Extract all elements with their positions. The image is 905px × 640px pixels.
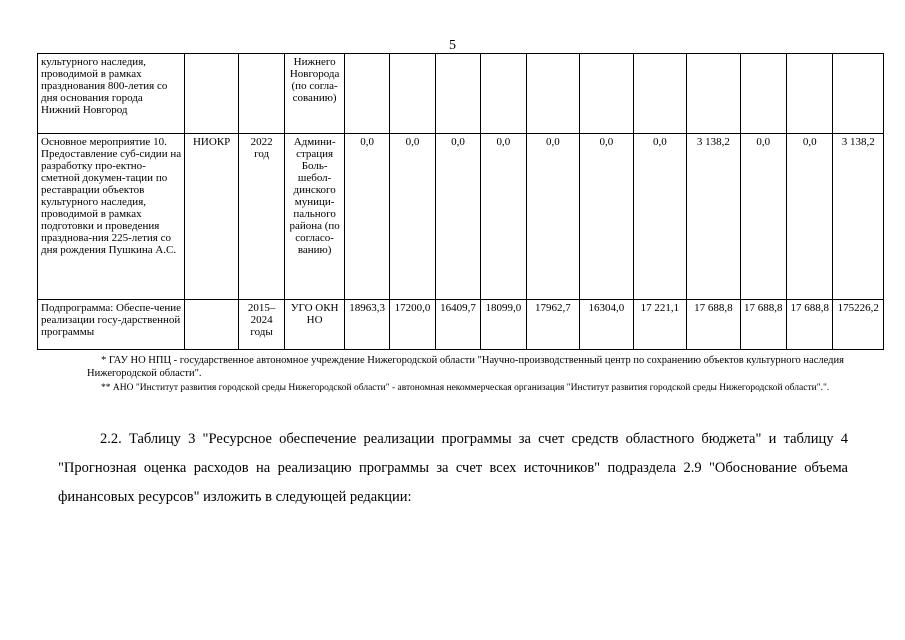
cell-period <box>238 54 284 134</box>
cell-value: 0,0 <box>481 134 526 300</box>
cell-value: 0,0 <box>526 134 580 300</box>
cell-executor: Нижнего Новгорода (по согла-сованию) <box>285 54 345 134</box>
table-row <box>38 300 884 350</box>
cell-value: 3 138,2 <box>687 134 741 300</box>
body-paragraph: 2.2. Таблицу 3 "Ресурсное обеспечение реализации программы за счет средств областного бюджета" и таблицу 4 "Прогнозная оценка расходов на реализацию программы за счет всех источников" подраздела 2.9 "Обоснование объема финансовых ресурсов" изложить в следующей редакции: <box>58 431 848 505</box>
cell-value <box>526 54 580 134</box>
cell-value <box>390 54 435 134</box>
footnotes <box>87 354 857 395</box>
cell-value <box>435 54 480 134</box>
cell-name: Основное мероприятие 10. Предоставление суб-сидии на разработку про-ектно-сметной докумен-тации по реставрации объектов культурного наследия, проводимой в рамках подготовки и проведения празднова-ния 225-летия со дня рождения Пушкина А.С. <box>38 134 185 300</box>
cell-value <box>787 54 833 134</box>
cell-executor: УГО ОКН НО <box>285 300 345 350</box>
cell-type: НИОКР <box>185 134 239 300</box>
cell-value: 0,0 <box>435 134 480 300</box>
cell-value <box>687 54 741 134</box>
cell-type <box>185 54 239 134</box>
cell-value: 17 221,1 <box>633 300 687 350</box>
cell-value: 17962,7 <box>526 300 580 350</box>
cell-value <box>481 54 526 134</box>
cell-type <box>185 300 239 350</box>
cell-value <box>833 54 884 134</box>
cell-value <box>580 54 634 134</box>
cell-name: культурного наследия, проводимой в рамках празднования 800-летия со дня основания города Нижний Новгород <box>38 54 185 134</box>
cell-value <box>633 54 687 134</box>
cell-value: 16409,7 <box>435 300 480 350</box>
cell-period: 2015– 2024 годы <box>238 300 284 350</box>
cell-value: 0,0 <box>740 134 786 300</box>
cell-value <box>344 54 389 134</box>
cell-value: 16304,0 <box>580 300 634 350</box>
cell-executor: Админи-страция Боль-шебол-динского муници-пального района (по согласо-ванию) <box>285 134 345 300</box>
cell-value: 17 688,8 <box>687 300 741 350</box>
cell-value: 17200,0 <box>390 300 435 350</box>
cell-name: Подпрограмма: Обеспе-чение реализации госу-дарственной программы <box>38 300 185 350</box>
page-number: 5 <box>449 38 456 53</box>
cell-value: 18963,3 <box>344 300 389 350</box>
table-row <box>38 134 884 300</box>
cell-value: 17 688,8 <box>740 300 786 350</box>
cell-value: 0,0 <box>633 134 687 300</box>
table-row <box>38 54 884 134</box>
cell-value: 18099,0 <box>481 300 526 350</box>
cell-value: 17 688,8 <box>787 300 833 350</box>
cell-value: 3 138,2 <box>833 134 884 300</box>
cell-value: 0,0 <box>344 134 389 300</box>
cell-value: 0,0 <box>390 134 435 300</box>
cell-value: 175226,2 <box>833 300 884 350</box>
cell-value: 0,0 <box>787 134 833 300</box>
footnote-1: * ГАУ НО НПЦ - государственное автономное учреждение Нижегородской области "Научно-производственный центр по сохранению объектов культурного наследия Нижегородской области". <box>87 355 844 379</box>
cell-value: 0,0 <box>580 134 634 300</box>
cell-period: 2022 год <box>238 134 284 300</box>
cell-value <box>740 54 786 134</box>
budget-table <box>37 53 884 350</box>
footnote-2: ** АНО "Институт развития городской среды Нижегородской области" - автономная некоммерческая организация "Институт развития городской среды Нижегородской области".". <box>101 383 830 393</box>
